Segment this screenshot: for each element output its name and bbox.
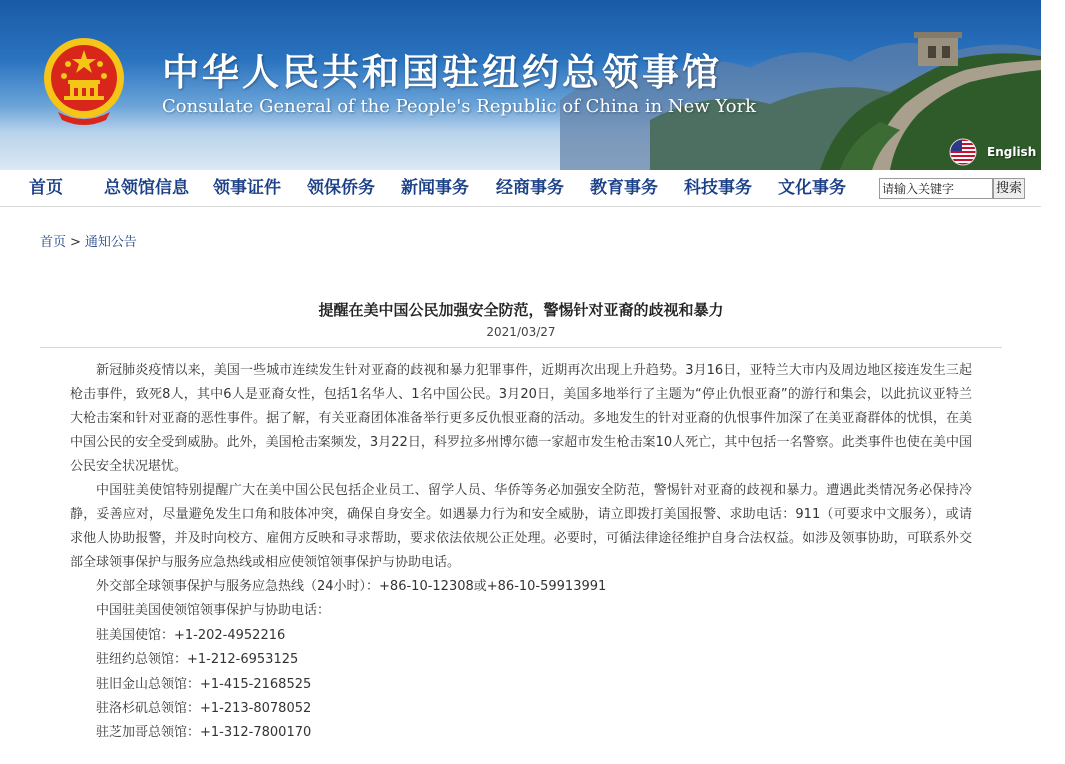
english-language-link[interactable]: [949, 138, 1036, 166]
nav-item-home[interactable]: 首页: [29, 178, 63, 198]
breadcrumb-notices-link[interactable]: 通知公告: [84, 235, 137, 250]
nav-item-consular-documents[interactable]: 领事证件: [213, 178, 281, 198]
contact-chicago: 驻芝加哥总领馆：+1-312-7800170: [96, 725, 312, 741]
contact-new-york: 驻纽约总领馆：+1-212-6953125: [96, 652, 299, 668]
contact-heading: 中国驻美国使领馆领事保护与协助电话：: [96, 603, 331, 619]
article-paragraph: 中国驻美使馆特别提醒广大在美中国公民包括企业员工、留学人员、华侨等务必加强安全防范，警惕针对亚裔的歧视和暴力。遭遇此类情况务必保持冷静，妥善应对，尽量避免发生口角和肢体冲突，确保自身安全。如遇暴力行为和安全威胁，请立即拨打美国报警、求助电话：911（可要求中文服务），或请求他人协助报警，并及时向校方、雇佣方反映和寻求帮助，要求依法依规公正处理。必要时，可循法律途径维护自身合法权益。如涉及领事协助，可联系外交部全球领事保护与服务应急热线或相应使领馆领事保护与协助电话。: [70, 483, 972, 570]
article-title: 提醒在美中国公民加强安全防范，警惕针对亚裔的歧视和暴力: [318, 301, 724, 319]
us-flag-icon: [949, 138, 977, 166]
nav-item-news[interactable]: 新闻事务: [401, 178, 469, 198]
nav-item-education[interactable]: 教育事务: [590, 178, 658, 198]
breadcrumb-home-link[interactable]: 首页: [40, 235, 67, 250]
english-link-label: English: [987, 145, 1037, 159]
contact-san-francisco: 驻旧金山总领馆：+1-415-2168525: [96, 676, 312, 692]
national-emblem-icon: [40, 34, 128, 126]
nav-item-science-technology[interactable]: 科技事务: [684, 178, 752, 198]
nav-item-consulate-info[interactable]: 总领馆信息: [104, 178, 189, 198]
site-title-chinese: 中华人民共和国驻纽约总领事馆: [162, 51, 722, 94]
header-banner: [0, 0, 1041, 170]
breadcrumb-separator: >: [70, 235, 81, 250]
search-input[interactable]: [879, 178, 993, 199]
article-paragraph: 新冠肺炎疫情以来，美国一些城市连续发生针对亚裔的歧视和暴力犯罪事件，近期再次出现上升趋势。3月16日，亚特兰大市内及周边地区接连发生三起枪击事件，致死8人，其中6人是亚裔女性，包括1名华人、1名中国公民。3月20日，美国多地举行了主题为“停止仇恨亚裔”的游行和集会，以此抗议亚特兰大枪击案和针对亚裔的恶性事件。据了解，有关亚裔团体准备举行更多反仇恨亚裔的活动。多地发生的针对亚裔的仇恨事件加深了在美亚裔群体的忧惧，在美中国公民的安全受到威胁。此外，美国枪击案频发，3月22日，科罗拉多州博尔德一家超市发生枪击案10人死亡，其中包括一名警察。此类事件也使在美中国公民安全状况堪忧。: [70, 363, 972, 474]
search-button[interactable]: 搜索: [993, 178, 1025, 199]
article-body: [70, 359, 972, 746]
main-navigation: [0, 170, 1041, 207]
nav-item-consular-protection[interactable]: 领保侨务: [307, 178, 375, 198]
nav-item-economic-commerce[interactable]: 经商事务: [496, 178, 564, 198]
contact-los-angeles: 驻洛杉矶总领馆：+1-213-8078052: [96, 701, 312, 717]
hotline-line: 外交部全球领事保护与服务应急热线（24小时）：+86-10-12308或+86-10-59913991: [96, 579, 607, 594]
nav-item-culture[interactable]: 文化事务: [778, 178, 846, 198]
title-divider: [40, 347, 1002, 348]
contact-embassy: 驻美国使馆：+1-202-4952216: [96, 627, 286, 643]
site-title-english: Consulate General of the People's Republic of China in New York: [162, 96, 757, 117]
breadcrumb: [40, 231, 137, 250]
article-date: 2021/03/27: [486, 325, 556, 339]
